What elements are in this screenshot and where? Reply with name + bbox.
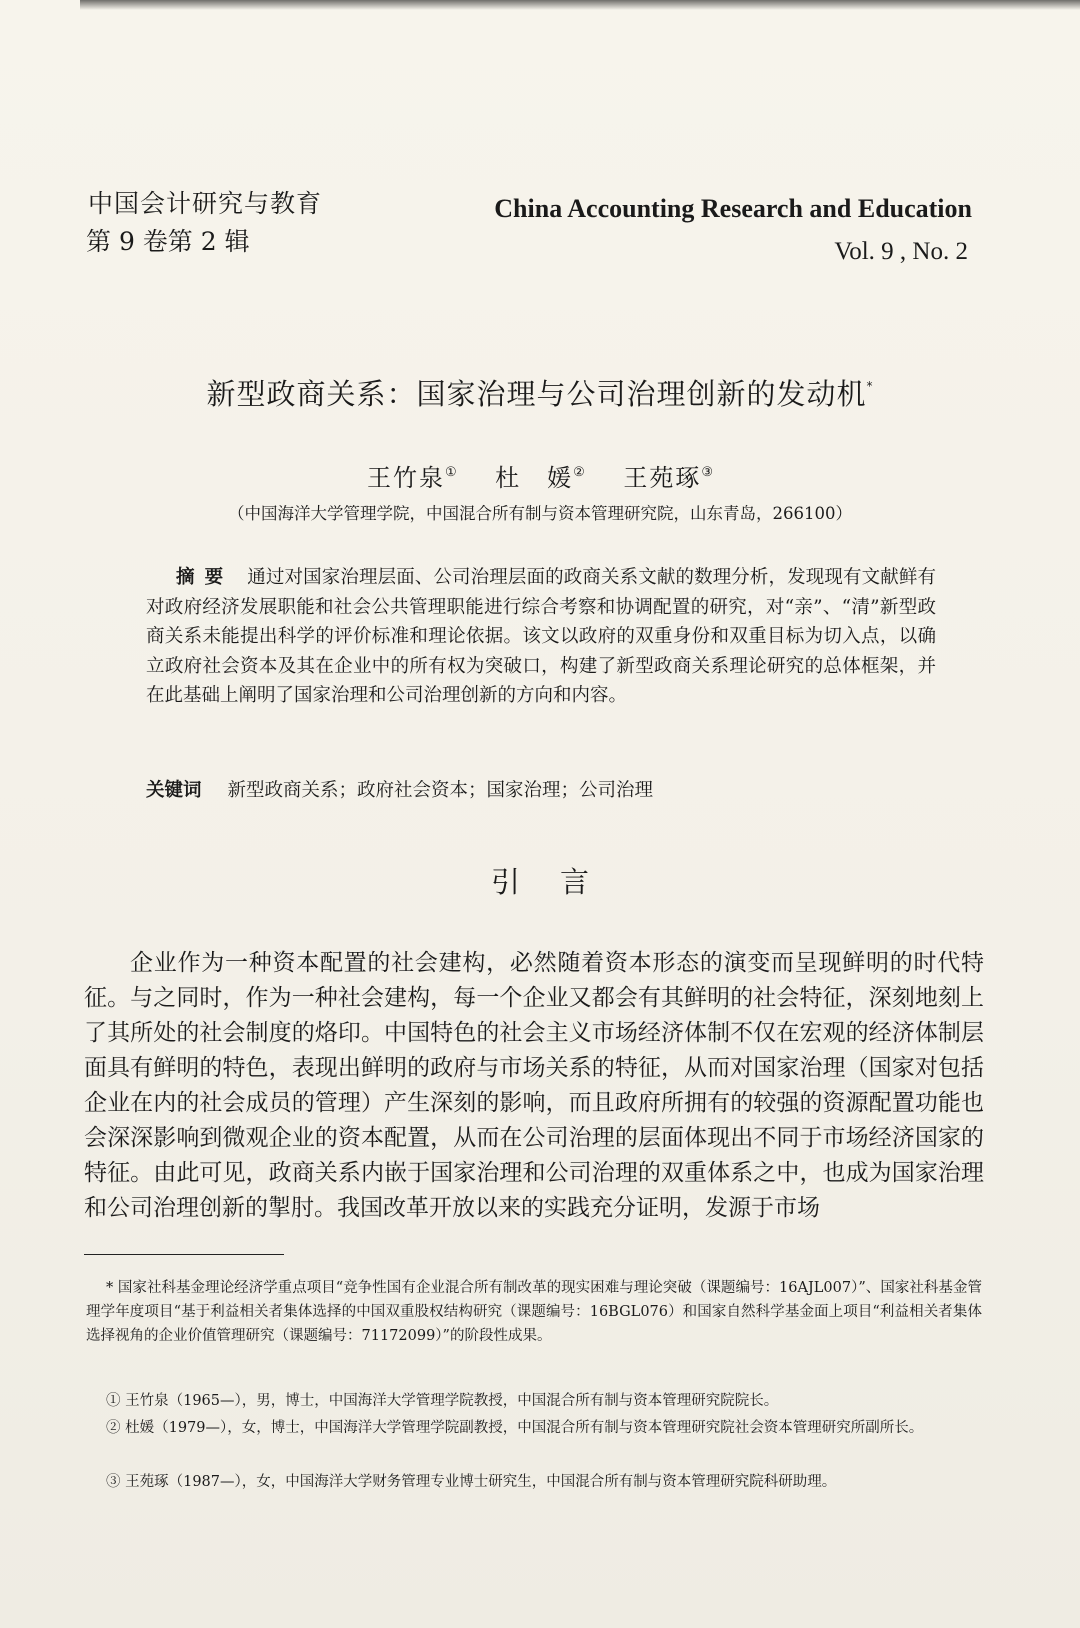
journal-volume-cn: 第 9 卷第 2 辑	[86, 227, 250, 256]
article-title	[0, 372, 1080, 413]
keywords-label: 关键词	[146, 780, 202, 801]
footnote-author-1: ① 王竹泉（1965—），男，博士，中国海洋大学管理学院教授，中国混合所有制与资本管理研究院院长。	[106, 1393, 779, 1409]
page-edge-shadow	[80, 0, 1080, 10]
body-paragraph: 企业作为一种资本配置的社会建构，必然随着资本形态的演变而呈现鲜明的时代特征。与之同时，作为一种社会建构，每一个企业又都会有其鲜明的社会特征，深刻地刻上了其所处的社会制度的烙印。中国特色的社会主义市场经济体制不仅在宏观的经济体制层面具有鲜明的特色，表现出鲜明的政府与市场关系的特征，从而对国家治理（国家对包括企业在内的社会成员的管理）产生深刻的影响，而且政府所拥有的较强的资源配置功能也会深深影响到微观企业的资本配置，从而在公司治理的层面体现出不同于市场经济国家的特征。由此可见，政商关系内嵌于国家治理和公司治理的双重体系之中，也成为国家治理和公司治理创新的掣肘。我国改革开放以来的实践充分证明，发源于市场	[84, 950, 984, 1221]
author-list	[0, 458, 1080, 493]
author-name: 王竹泉	[367, 464, 445, 492]
abstract	[146, 563, 936, 711]
author-name: 杜 媛	[495, 464, 574, 492]
author-name: 王苑琢	[623, 464, 702, 492]
journal-title-cn: 中国会计研究与教育	[88, 189, 323, 218]
footnote-author-2: ② 杜媛（1979—），女，博士，中国海洋大学管理学院副教授，中国混合所有制与资本管理研究院社会资本管理研究所副所长。	[106, 1420, 924, 1436]
keywords-text: 新型政商关系；政府社会资本；国家治理；公司治理	[227, 780, 654, 801]
author-mark: ③	[701, 465, 713, 480]
author-affiliation: （中国海洋大学管理学院，中国混合所有制与资本管理研究院，山东青岛，266100）	[228, 504, 852, 523]
title-footnote-mark: *	[866, 379, 874, 393]
abstract-text: 通过对国家治理层面、公司治理层面的政商关系文献的数理分析，发现现有文献鲜有对政府经济发展职能和社会公共管理职能进行综合考察和协调配置的研究，对“亲”、“清”新型政商关系未能提出科学的评价标准和理论依据。该文以政府的双重身份和双重目标为切入点，以确立政府社会资本及其在企业中的所有权为突破口，构建了新型政商关系理论研究的总体框架，并在此基础上阐明了国家治理和公司治理创新的方向和内容。	[146, 567, 936, 706]
author-mark: ①	[445, 465, 457, 480]
journal-volume-en: Vol. 9 , No. 2	[834, 238, 968, 265]
article-title-text: 新型政商关系：国家治理与公司治理创新的发动机	[206, 377, 867, 411]
journal-title-en: China Accounting Research and Education	[494, 194, 972, 223]
footnote-funding: * 国家社科基金理论经济学重点项目“竞争性国有企业混合所有制改革的现实困难与理论突破（课题编号：16AJL007）”、国家社科基金管理学年度项目“基于利益相关者集体选择的中国双重股权结构研究（课题编号：16BGL076）和国家自然科学基金面上项目“利益相关者集体选择视角的企业价值管理研究（课题编号：71172099）”的阶段性成果。	[86, 1280, 982, 1344]
author-mark: ②	[573, 465, 585, 480]
footnote-divider	[84, 1254, 284, 1255]
abstract-label: 摘要	[176, 567, 234, 588]
keywords	[146, 776, 936, 802]
section-heading: 引言	[490, 865, 629, 899]
footnote-author-3: ③ 王苑琢（1987—），女，中国海洋大学财务管理专业博士研究生，中国混合所有制与资本管理研究院科研助理。	[106, 1474, 837, 1490]
